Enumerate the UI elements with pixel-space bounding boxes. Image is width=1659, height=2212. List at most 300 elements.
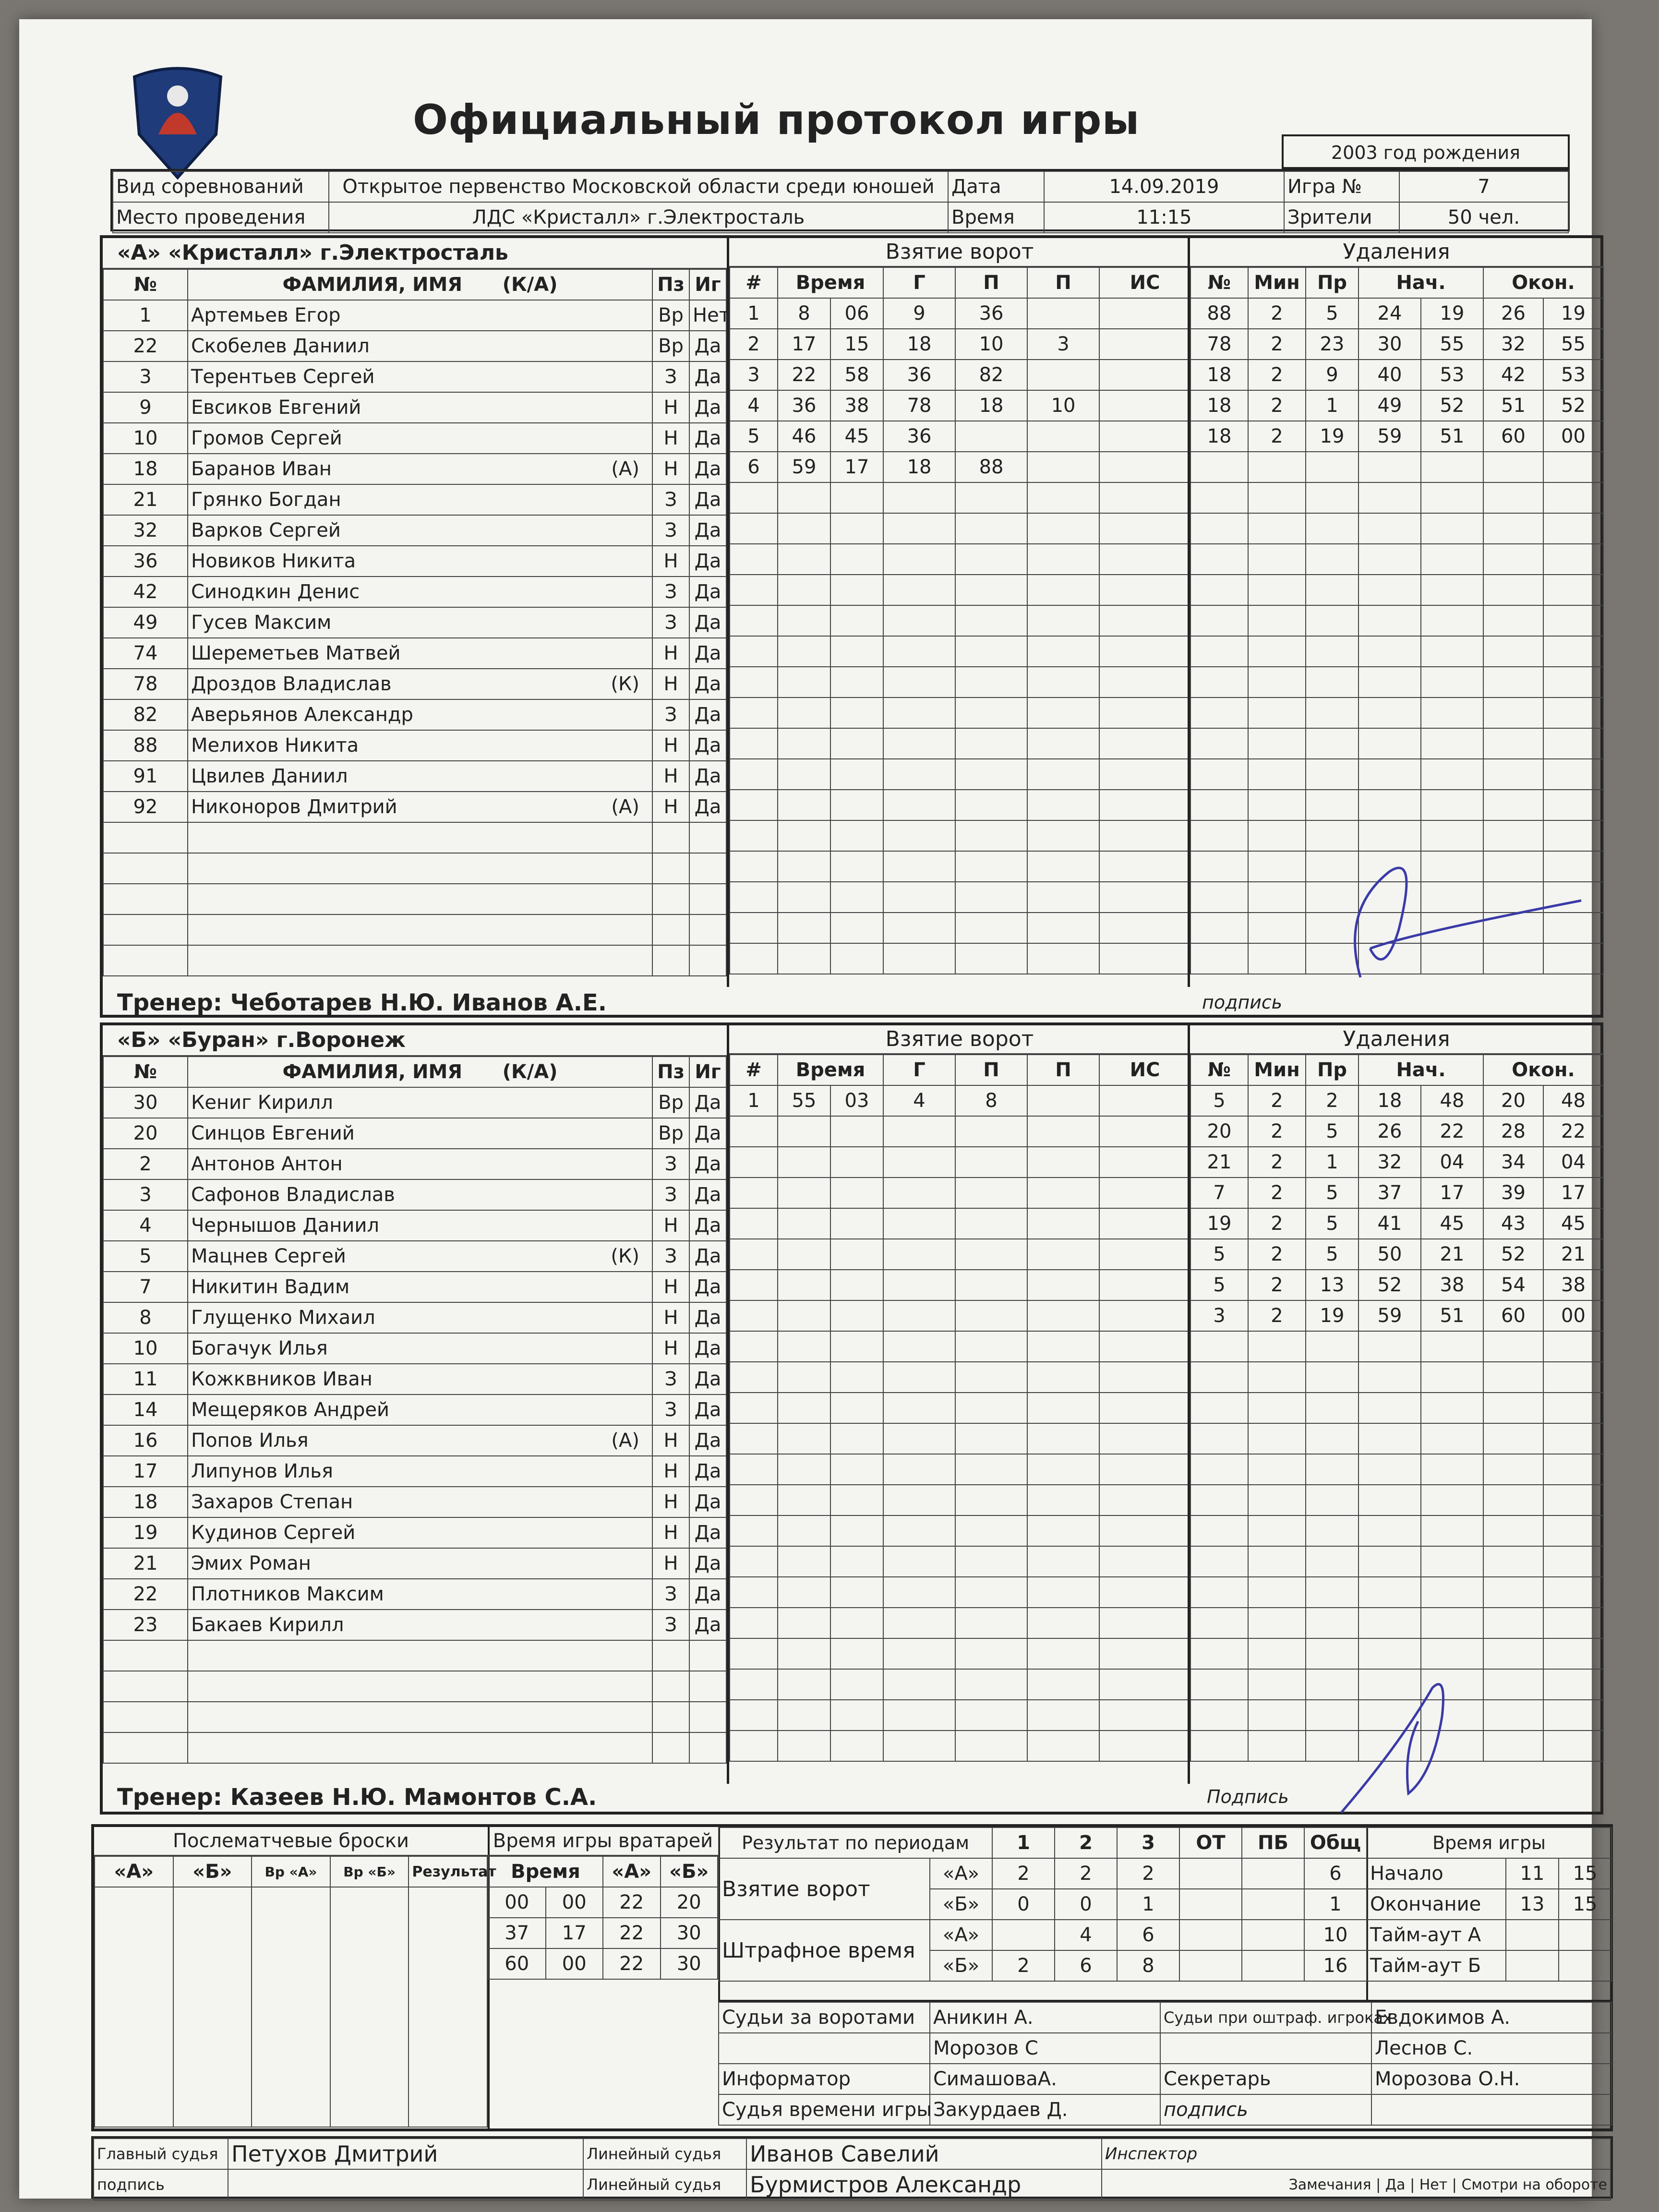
goal-cell: 55 bbox=[778, 1085, 830, 1116]
goal-cell bbox=[955, 1669, 1027, 1700]
player-number: 30 bbox=[103, 1087, 188, 1118]
penalty-cell bbox=[1358, 544, 1421, 575]
penalty-cell bbox=[1306, 1393, 1358, 1423]
goal-cell bbox=[1099, 575, 1190, 605]
goal-cell bbox=[1027, 1085, 1099, 1116]
goal-cell bbox=[830, 1423, 883, 1454]
goal-cell bbox=[1027, 1546, 1099, 1577]
goal-cell bbox=[1099, 1546, 1190, 1577]
officials-section bbox=[718, 2000, 1611, 2131]
player-row bbox=[103, 1732, 726, 1763]
player-name: Сафонов Владислав bbox=[191, 1184, 395, 1206]
penalty-cell bbox=[1248, 544, 1306, 575]
goal-cell: 2 bbox=[730, 329, 778, 360]
col-pend-b: Окон. bbox=[1483, 1055, 1603, 1085]
team-b-title: «Б» «Буран» г.Воронеж bbox=[103, 1025, 727, 1056]
goal-cell bbox=[1099, 1270, 1190, 1300]
penalty-cell: 52 bbox=[1358, 1270, 1421, 1300]
goal-cell bbox=[778, 513, 830, 544]
col-gp2: П bbox=[1027, 267, 1099, 298]
goal-cell: 36 bbox=[955, 298, 1027, 329]
penalty-cell bbox=[1421, 1638, 1483, 1669]
player-played: Да bbox=[689, 1425, 726, 1456]
player-name-cell bbox=[188, 607, 652, 638]
game-value: 7 bbox=[1399, 171, 1568, 202]
penalty-cell bbox=[1358, 667, 1421, 697]
penalty-cell: 39 bbox=[1483, 1178, 1543, 1208]
player-number: 19 bbox=[103, 1517, 188, 1548]
player-name-cell bbox=[188, 914, 652, 945]
footer-table: Главный судья Петухов Дмитрий Линейный судья Иванов Савелий Инспектор подпись Линейный судья Бурмистров Александр Замечания | Да | Нет | Смотри на обороте bbox=[93, 2138, 1611, 2200]
penalty-cell: 5 bbox=[1190, 1239, 1248, 1270]
player-number: 7 bbox=[103, 1272, 188, 1302]
goal-cell bbox=[1027, 298, 1099, 329]
goal-cell bbox=[778, 851, 830, 882]
linesman-label-2: Линейный судья bbox=[583, 2169, 746, 2200]
penalty-cell bbox=[1248, 1731, 1306, 1761]
goal-cell bbox=[955, 667, 1027, 697]
goal-cell bbox=[955, 1700, 1027, 1731]
goal-row bbox=[730, 390, 1190, 421]
period-pb-header: ПБ bbox=[1242, 1827, 1304, 1858]
goal-cell bbox=[883, 1270, 955, 1300]
player-name: Чернышов Даниил bbox=[191, 1214, 379, 1237]
penalty-row bbox=[1190, 1331, 1603, 1362]
goal-cell bbox=[1099, 1393, 1190, 1423]
goal-cell bbox=[883, 943, 955, 974]
penalty-row bbox=[1190, 1362, 1603, 1393]
goal-row bbox=[730, 759, 1190, 790]
penalty-cell bbox=[1483, 452, 1543, 482]
team-b-goals bbox=[727, 1025, 1190, 1784]
penalty-cell bbox=[1190, 943, 1248, 974]
goal-cell bbox=[1027, 1485, 1099, 1515]
goalie-time-cell: 00 bbox=[546, 1948, 603, 1979]
period-score-cell bbox=[992, 1920, 1055, 1950]
penalty-cell: 9 bbox=[1306, 360, 1358, 390]
player-name-cell bbox=[188, 1610, 652, 1640]
penalty-row bbox=[1190, 636, 1603, 667]
goal-cell bbox=[830, 820, 883, 851]
player-position: З bbox=[652, 699, 689, 730]
goal-cell bbox=[730, 913, 778, 943]
time-value: 11:15 bbox=[1044, 202, 1284, 233]
goal-cell bbox=[1027, 482, 1099, 513]
player-number: 92 bbox=[103, 792, 188, 822]
player-row bbox=[103, 1333, 726, 1364]
goal-cell bbox=[883, 636, 955, 667]
goal-cell bbox=[1027, 1331, 1099, 1362]
goal-cell bbox=[778, 636, 830, 667]
penalty-cell: 51 bbox=[1421, 1300, 1483, 1331]
goal-row bbox=[730, 1178, 1190, 1208]
goal-cell bbox=[955, 513, 1027, 544]
goal-cell bbox=[830, 882, 883, 913]
goalie-time-row bbox=[488, 1948, 718, 1979]
player-row bbox=[103, 792, 726, 822]
goal-cell: 03 bbox=[830, 1085, 883, 1116]
goal-cell bbox=[883, 1178, 955, 1208]
player-played: Да bbox=[689, 331, 726, 361]
penalty-cell bbox=[1190, 452, 1248, 482]
penalty-cell bbox=[1306, 1577, 1358, 1608]
penalty-cell bbox=[1190, 1515, 1248, 1546]
goal-cell bbox=[883, 1454, 955, 1485]
goal-row bbox=[730, 728, 1190, 759]
goal-cell bbox=[1099, 1700, 1190, 1731]
penalty-cell bbox=[1248, 1454, 1306, 1485]
goal-cell bbox=[883, 790, 955, 820]
penalty-cell bbox=[1190, 1638, 1248, 1669]
col-no: № bbox=[103, 269, 188, 300]
penalty-cell bbox=[1306, 636, 1358, 667]
goal-cell bbox=[778, 1270, 830, 1300]
goal-cell bbox=[1099, 1608, 1190, 1638]
goal-cell bbox=[778, 1577, 830, 1608]
penalty-cell: 50 bbox=[1358, 1239, 1421, 1270]
col-gtime-b: Время bbox=[778, 1055, 883, 1085]
player-name-cell bbox=[188, 361, 652, 392]
goal-cell: 15 bbox=[830, 329, 883, 360]
player-played: Да bbox=[689, 1087, 726, 1118]
penalty-cell: 00 bbox=[1543, 421, 1603, 452]
player-name-cell bbox=[188, 1241, 652, 1272]
player-position: З bbox=[652, 577, 689, 607]
player-position: Вр bbox=[652, 1118, 689, 1149]
penalty-cell bbox=[1483, 544, 1543, 575]
period-score-cell: 6 bbox=[1304, 1858, 1367, 1889]
goal-cell bbox=[830, 513, 883, 544]
player-row bbox=[103, 1640, 726, 1671]
goal-cell bbox=[730, 1515, 778, 1546]
player-name: Артемьев Егор bbox=[191, 304, 341, 326]
penalty-cell bbox=[1421, 759, 1483, 790]
goal-cell bbox=[778, 1423, 830, 1454]
player-position: З bbox=[652, 361, 689, 392]
player-row bbox=[103, 853, 726, 884]
penalty-cell: 5 bbox=[1306, 1116, 1358, 1147]
goal-cell bbox=[883, 1393, 955, 1423]
penalty-cell: 30 bbox=[1358, 329, 1421, 360]
player-row bbox=[103, 822, 726, 853]
penalty-cell: 2 bbox=[1248, 360, 1306, 390]
goal-cell: 59 bbox=[778, 452, 830, 482]
player-played bbox=[689, 1702, 726, 1732]
goal-cell bbox=[730, 759, 778, 790]
player-position: З bbox=[652, 1179, 689, 1210]
penalty-row bbox=[1190, 329, 1603, 360]
player-position bbox=[652, 1702, 689, 1732]
penalty-cell bbox=[1543, 759, 1603, 790]
player-row bbox=[103, 607, 726, 638]
goal-cell bbox=[1027, 697, 1099, 728]
penalty-cell bbox=[1483, 575, 1543, 605]
goal-cell: 9 bbox=[883, 298, 955, 329]
player-name-cell bbox=[188, 577, 652, 607]
goal-cell bbox=[1027, 452, 1099, 482]
penalty-cell: 32 bbox=[1483, 329, 1543, 360]
goal-cell bbox=[955, 575, 1027, 605]
team-a-block bbox=[100, 235, 1603, 1018]
goal-cell bbox=[830, 1454, 883, 1485]
penalty-row bbox=[1190, 1208, 1603, 1239]
penalty-cell bbox=[1248, 882, 1306, 913]
goal-cell bbox=[1027, 882, 1099, 913]
player-row bbox=[103, 361, 726, 392]
penalty-cell bbox=[1190, 1608, 1248, 1638]
player-row bbox=[103, 1241, 726, 1272]
goal-cell bbox=[883, 1546, 955, 1577]
goal-row bbox=[730, 1485, 1190, 1515]
goal-row bbox=[730, 544, 1190, 575]
officials-table bbox=[718, 2002, 1612, 2126]
player-name: Антонов Антон bbox=[191, 1153, 343, 1175]
player-number: 21 bbox=[103, 484, 188, 515]
player-number bbox=[103, 884, 188, 914]
penalty-cell bbox=[1248, 1393, 1306, 1423]
remarks-label: Замечания bbox=[1288, 2176, 1371, 2193]
penalty-cell: 5 bbox=[1306, 1239, 1358, 1270]
player-played: Да bbox=[689, 669, 726, 699]
penalty-row bbox=[1190, 298, 1603, 329]
timekeeper-name: Закурдаев Д. bbox=[930, 2094, 1160, 2125]
penalty-cell bbox=[1483, 1454, 1543, 1485]
player-played: Да bbox=[689, 1179, 726, 1210]
penalty-cell bbox=[1248, 943, 1306, 974]
goal-cell bbox=[955, 605, 1027, 636]
penalty-cell: 48 bbox=[1543, 1085, 1603, 1116]
shootout-section bbox=[94, 1827, 496, 2129]
goal-cell bbox=[1099, 329, 1190, 360]
player-name-cell bbox=[188, 1671, 652, 1702]
spectators-value: 50 чел. bbox=[1399, 202, 1568, 233]
player-name-cell bbox=[188, 515, 652, 546]
gk-col-a: «А» bbox=[603, 1856, 661, 1887]
penalty-cell bbox=[1543, 636, 1603, 667]
player-row bbox=[103, 515, 726, 546]
goal-cell bbox=[1099, 1178, 1190, 1208]
player-position: З bbox=[652, 1579, 689, 1610]
player-position: Н bbox=[652, 730, 689, 761]
penalty-row bbox=[1190, 697, 1603, 728]
penalty-cell: 22 bbox=[1421, 1116, 1483, 1147]
goal-cell bbox=[830, 482, 883, 513]
player-name-cell bbox=[188, 699, 652, 730]
team-b-sign-label: Подпись bbox=[1207, 1786, 1289, 1807]
goal-cell bbox=[730, 513, 778, 544]
player-number: 91 bbox=[103, 761, 188, 792]
penalty-row bbox=[1190, 390, 1603, 421]
goal-cell bbox=[830, 636, 883, 667]
player-name-cell bbox=[188, 1425, 652, 1456]
goal-cell bbox=[730, 790, 778, 820]
goal-cell bbox=[1027, 820, 1099, 851]
player-name: Никитин Вадим bbox=[191, 1276, 350, 1298]
penalty-cell bbox=[1248, 913, 1306, 943]
goal-cell bbox=[883, 728, 955, 759]
goal-cell bbox=[778, 1208, 830, 1239]
goal-cell bbox=[830, 1300, 883, 1331]
goal-cell bbox=[1027, 1577, 1099, 1608]
player-number: 18 bbox=[103, 1487, 188, 1517]
col-name: ФАМИЛИЯ, ИМЯ bbox=[282, 274, 463, 296]
goal-cell bbox=[883, 882, 955, 913]
penalty-cell bbox=[1358, 697, 1421, 728]
penalty-cell: 2 bbox=[1248, 1116, 1306, 1147]
periods-goals-team-a: «А» bbox=[930, 1858, 992, 1889]
player-number: 32 bbox=[103, 515, 188, 546]
goal-cell bbox=[830, 943, 883, 974]
goal-cell bbox=[778, 728, 830, 759]
col-gp1-b: П bbox=[955, 1055, 1027, 1085]
goal-cell bbox=[1099, 482, 1190, 513]
player-name-cell bbox=[188, 300, 652, 331]
goal-cell bbox=[883, 1515, 955, 1546]
goal-row bbox=[730, 1638, 1190, 1669]
player-row bbox=[103, 331, 726, 361]
goal-cell bbox=[955, 1546, 1027, 1577]
penalty-cell bbox=[1190, 575, 1248, 605]
penalty-cell: 2 bbox=[1248, 1147, 1306, 1178]
player-position: З bbox=[652, 1241, 689, 1272]
player-role: (А) bbox=[611, 458, 639, 480]
game-end-minute: 15 bbox=[1559, 1889, 1611, 1920]
player-row bbox=[103, 423, 726, 454]
goal-cell bbox=[830, 544, 883, 575]
goal-cell bbox=[955, 851, 1027, 882]
penalty-cell: 2 bbox=[1248, 390, 1306, 421]
penalty-cell bbox=[1248, 1546, 1306, 1577]
player-position: Н bbox=[652, 1517, 689, 1548]
timekeeper-label: Судья времени игры bbox=[719, 2094, 930, 2125]
penalties-title: Удаления bbox=[1190, 238, 1603, 267]
penalty-cell bbox=[1421, 1423, 1483, 1454]
game-start-label: Начало bbox=[1367, 1858, 1506, 1889]
goal-cell bbox=[1027, 1208, 1099, 1239]
penalty-row bbox=[1190, 482, 1603, 513]
player-name-cell bbox=[188, 1732, 652, 1763]
goal-cell bbox=[1027, 421, 1099, 452]
goal-row bbox=[730, 329, 1190, 360]
goal-cell bbox=[830, 913, 883, 943]
goal-cell bbox=[830, 1331, 883, 1362]
penalty-cell bbox=[1543, 697, 1603, 728]
player-played: Да bbox=[689, 392, 726, 423]
goal-cell bbox=[1027, 1393, 1099, 1423]
goal-cell bbox=[1099, 452, 1190, 482]
goal-cell bbox=[955, 1638, 1027, 1669]
goal-row bbox=[730, 421, 1190, 452]
goal-cell bbox=[1027, 360, 1099, 390]
penalty-cell: 53 bbox=[1543, 360, 1603, 390]
goal-cell bbox=[830, 1638, 883, 1669]
col-pno: № bbox=[1190, 267, 1248, 298]
goal-cell bbox=[778, 482, 830, 513]
penalty-cell: 5 bbox=[1306, 1178, 1358, 1208]
goal-cell: 88 bbox=[955, 452, 1027, 482]
goalie-time-cell: 30 bbox=[661, 1918, 718, 1948]
goal-row bbox=[730, 1546, 1190, 1577]
goal-row bbox=[730, 851, 1190, 882]
goal-cell bbox=[730, 1178, 778, 1208]
box-judge-2: Леснов С. bbox=[1371, 2033, 1611, 2064]
period-score-cell bbox=[1179, 1858, 1242, 1889]
goal-cell bbox=[1027, 790, 1099, 820]
player-name: Шереметьев Матвей bbox=[191, 642, 401, 664]
goal-cell bbox=[955, 1423, 1027, 1454]
player-position: Н bbox=[652, 392, 689, 423]
goal-cell bbox=[778, 1731, 830, 1761]
penalty-cell: 59 bbox=[1358, 1300, 1421, 1331]
goal-cell bbox=[955, 728, 1027, 759]
goal-row bbox=[730, 1362, 1190, 1393]
penalty-cell bbox=[1190, 1454, 1248, 1485]
penalty-row bbox=[1190, 605, 1603, 636]
goal-cell bbox=[1099, 513, 1190, 544]
penalty-cell bbox=[1248, 1331, 1306, 1362]
player-name: Липунов Илья bbox=[191, 1460, 333, 1482]
penalty-cell bbox=[1421, 790, 1483, 820]
goal-cell bbox=[1027, 1608, 1099, 1638]
goal-cell bbox=[830, 1178, 883, 1208]
penalty-cell bbox=[1190, 605, 1248, 636]
penalty-cell bbox=[1248, 636, 1306, 667]
player-played: Да bbox=[689, 792, 726, 822]
goal-cell bbox=[730, 544, 778, 575]
player-name-cell bbox=[188, 638, 652, 669]
col-ig: Иг bbox=[689, 269, 726, 300]
goal-cell bbox=[830, 605, 883, 636]
player-name: Терентьев Сергей bbox=[191, 366, 375, 388]
team-a-coach: Тренер: Чеботарев Н.Ю. Иванов А.Е. bbox=[117, 989, 607, 1016]
penalty-cell: 40 bbox=[1358, 360, 1421, 390]
player-position bbox=[652, 914, 689, 945]
penalty-cell bbox=[1306, 513, 1358, 544]
period-score-cell bbox=[1179, 1920, 1242, 1950]
penalty-cell: 22 bbox=[1543, 1116, 1603, 1147]
player-name-cell bbox=[188, 1118, 652, 1149]
player-name-cell bbox=[188, 669, 652, 699]
chief-referee-label: Главный судья bbox=[94, 2139, 228, 2169]
penalty-cell bbox=[1358, 452, 1421, 482]
goal-cell bbox=[730, 1116, 778, 1147]
goal-cell bbox=[883, 1669, 955, 1700]
penalty-cell bbox=[1358, 1393, 1421, 1423]
col-gis-b: ИС bbox=[1099, 1055, 1190, 1085]
goal-cell bbox=[883, 851, 955, 882]
penalty-cell bbox=[1543, 1362, 1603, 1393]
player-played: Да bbox=[689, 1610, 726, 1640]
player-played: Да bbox=[689, 730, 726, 761]
player-number: 17 bbox=[103, 1456, 188, 1487]
goal-cell bbox=[778, 882, 830, 913]
player-name: Дроздов Владислав bbox=[191, 673, 392, 695]
penalty-cell bbox=[1421, 1577, 1483, 1608]
goal-cell bbox=[883, 1577, 955, 1608]
penalty-cell: 20 bbox=[1190, 1116, 1248, 1147]
player-name-cell bbox=[188, 1087, 652, 1118]
col-pmin: Мин bbox=[1248, 267, 1306, 298]
player-row bbox=[103, 1118, 726, 1149]
box-judges-label: Судьи при оштраф. игроках bbox=[1160, 2002, 1371, 2033]
player-name: Богачук Илья bbox=[191, 1337, 328, 1359]
penalty-cell bbox=[1190, 697, 1248, 728]
goal-cell bbox=[955, 1147, 1027, 1178]
game-time-title: Время игры bbox=[1367, 1827, 1611, 1858]
penalty-cell: 5 bbox=[1306, 298, 1358, 329]
penalty-cell bbox=[1421, 1608, 1483, 1638]
period-score-cell bbox=[1242, 1920, 1304, 1950]
